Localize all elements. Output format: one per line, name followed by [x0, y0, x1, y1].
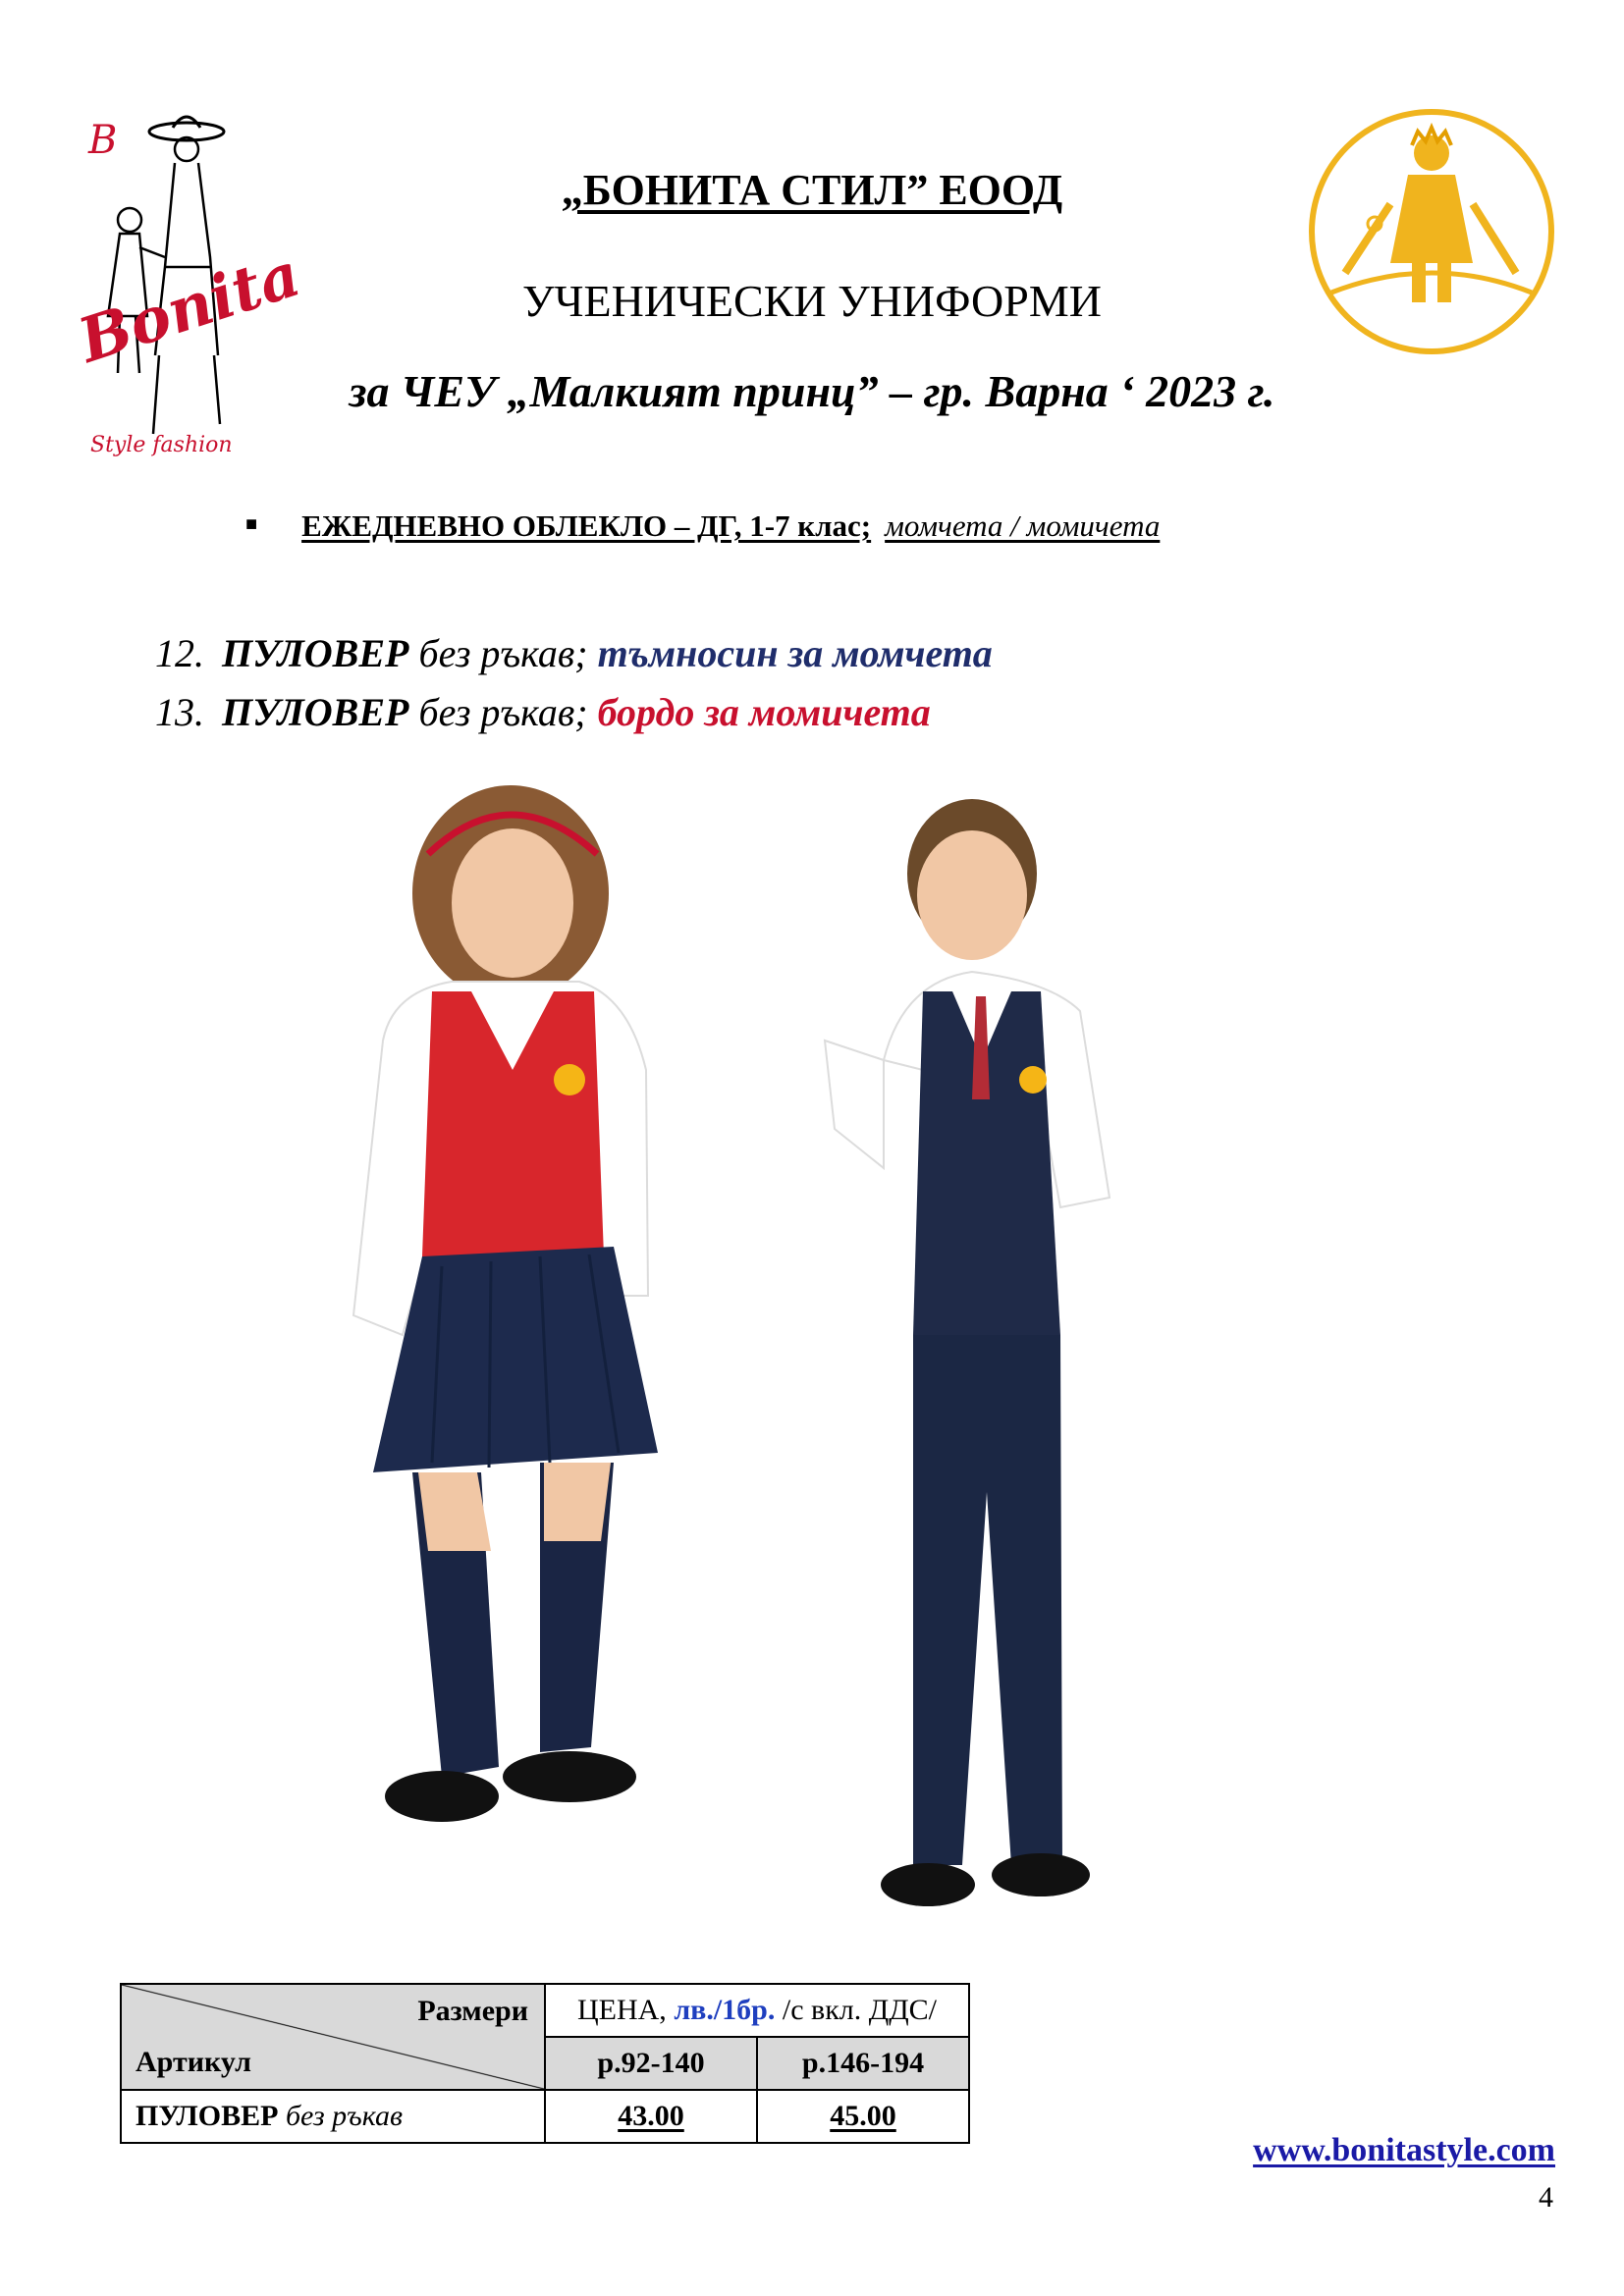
price-cell	[545, 2090, 757, 2143]
item-desc: без ръкав;	[418, 690, 588, 734]
logo-tagline: Style fashion	[90, 433, 233, 457]
item-color: тъмносин за момчета	[597, 631, 993, 675]
size-header: р.146-194	[757, 2037, 969, 2090]
item-name: ПУЛОВЕР	[222, 690, 409, 734]
logo-brand: Bonita	[70, 238, 309, 377]
section-label: ЕЖЕДНЕВНО ОБЛЕКЛО – ДГ, 1-7 клас;	[301, 508, 872, 543]
price-caption-b: лв./1бр.	[674, 1994, 776, 2026]
item-desc: без ръкав;	[418, 631, 588, 675]
price-value: 43.00	[618, 2100, 684, 2132]
section-heading	[245, 508, 1160, 544]
item-color: бордо за момичета	[597, 690, 931, 734]
price-table	[120, 1983, 970, 2144]
document-subtitle: УЧЕНИЧЕСКИ УНИФОРМИ	[522, 276, 1102, 326]
article-cell	[121, 2090, 545, 2143]
logo-initial: B	[88, 118, 118, 163]
item-name: ПУЛОВЕР	[222, 631, 409, 675]
price-caption	[545, 1984, 969, 2037]
school-line: за ЧЕУ „Малкият принц” – гр. Варна ‘ 2023 г.	[349, 366, 1275, 416]
list-item	[155, 689, 931, 735]
article-name: ПУЛОВЕР	[135, 2100, 279, 2132]
price-value: 45.00	[830, 2100, 896, 2132]
company-name: „БОНИТА СТИЛ” ЕООД	[561, 166, 1063, 214]
list-item	[155, 630, 993, 676]
section-sub: момчета / момичета	[885, 508, 1161, 543]
boy-figure	[825, 799, 1110, 1906]
table-row	[121, 2090, 969, 2143]
item-number: 12.	[155, 631, 204, 675]
article-desc: без ръкав	[285, 2100, 404, 2132]
website-link[interactable]: www.bonitastyle.com	[1253, 2132, 1555, 2168]
table-header-corner	[121, 1984, 545, 2090]
price-cell	[757, 2090, 969, 2143]
header-article: Артикул	[135, 2046, 251, 2078]
price-caption-c: /с вкл. ДДС/	[782, 1994, 938, 2026]
item-number: 13.	[155, 690, 204, 734]
price-caption-a: ЦЕНА,	[576, 1994, 667, 2026]
bullet-icon: ■	[245, 513, 258, 535]
size-header: р.92-140	[545, 2037, 757, 2090]
page-number: 4	[1539, 2181, 1553, 2214]
header-sizes: Размери	[417, 1995, 528, 2027]
girl-figure	[353, 785, 658, 1822]
product-photo	[334, 785, 1257, 1944]
